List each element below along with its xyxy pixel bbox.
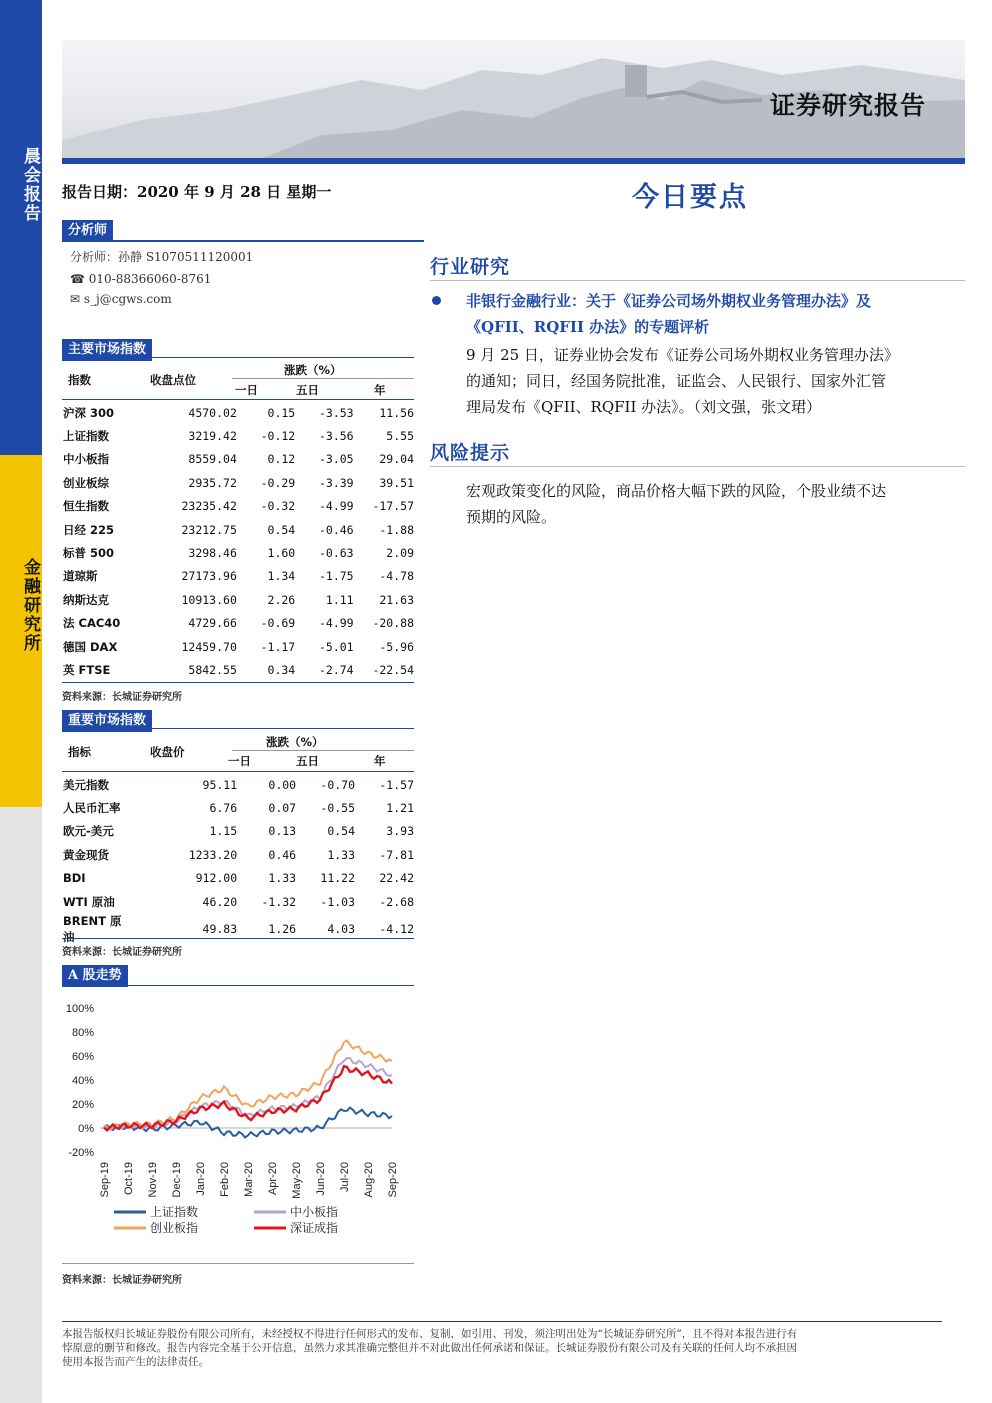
legend-label: 上证指数 (150, 1205, 199, 1219)
analyst-name: 分析师：孙静 S1070511120001 (70, 250, 254, 264)
item-body-line1: 9 月 25 日，证券业协会发布《证券公司场外期权业务管理办法》 (466, 346, 899, 364)
main-indices-row (62, 635, 414, 658)
item-title-line1[interactable]: 非银行金融行业：关于《证券公司场外期权业务管理办法》及 (466, 292, 872, 310)
key-markets-cell-d5: -0.55 (320, 801, 356, 816)
main-indices-cell-d1: 0.15 (267, 405, 296, 420)
industry-research-title: 行业研究 (430, 256, 511, 278)
main-indices-row (62, 588, 414, 611)
key-markets-row (62, 773, 414, 796)
y-tick-label: 100% (65, 1003, 94, 1015)
main-indices-change-underline (232, 378, 414, 379)
footer-line1: 本报告版权归长城证券股份有限公司所有，未经授权不得进行任何形式的发布、复制，如引用、刊发，须注明出处为“长城证券研究所”，且不得对本报告进行有 (62, 1328, 798, 1340)
main-indices-cell-yr: -17.57 (372, 499, 414, 514)
main-indices-cell-name: 法 CAC40 (63, 616, 121, 631)
key-markets-row (62, 820, 414, 843)
key-markets-cell-d5: 1.33 (327, 847, 356, 862)
footer-line2: 悖原意的删节和修改。报告内容完全基于公开信息，虽然力求其准确完整但并不对此做出任何承诺和保证。长城证券股份有限公司及有关联的任何人均不承担因 (62, 1342, 797, 1354)
x-tick-label: Apr-20 (267, 1162, 279, 1196)
main-indices-cell-name: 恒生指数 (63, 499, 109, 514)
risk-line1: 宏观政策变化的风险，商品价格大幅下跌的风险，个股业绩不达 (466, 482, 887, 500)
main-indices-cell-name: 上证指数 (63, 429, 109, 444)
main-indices-cell-yr: 2.09 (386, 546, 414, 561)
key-markets-cell-yr: 3.93 (386, 824, 414, 839)
main-indices-cell-d1: -0.12 (260, 429, 296, 444)
key-markets-cell-close: 6.76 (209, 801, 238, 816)
main-indices-cell-d5: -4.99 (318, 499, 354, 514)
key-markets-source: 资料来源：长城证券研究所 (62, 947, 182, 958)
key-markets-row (62, 867, 414, 890)
main-indices-cell-yr: 5.55 (386, 429, 414, 444)
main-indices-row (62, 541, 414, 564)
key-markets-cell-d1: -1.32 (261, 894, 297, 909)
main-indices-cell-d5: -3.39 (318, 475, 354, 490)
main-indices-cell-yr: -1.88 (379, 522, 414, 537)
main-indices-row (62, 658, 414, 681)
main-indices-cell-d1: -1.17 (260, 639, 296, 654)
main-indices-cell-close: 5842.55 (188, 662, 237, 677)
y-tick-label: 80% (71, 1027, 94, 1039)
main-indices-cell-close: 3298.46 (188, 546, 237, 561)
main-indices-row (62, 495, 414, 518)
main-indices-cell-name: 日经 225 (63, 522, 115, 537)
main-indices-cell-d5: -4.99 (318, 616, 354, 631)
key-markets-cell-d1: 1.26 (268, 922, 297, 937)
main-indices-bottom-line (62, 682, 414, 683)
main-indices-cell-yr: -20.88 (372, 616, 414, 631)
main-indices-cell-name: 沪深 300 (63, 405, 115, 420)
main-indices-cell-name: 纳斯达克 (63, 592, 109, 607)
main-indices-cell-close: 2935.72 (188, 475, 237, 490)
main-indices-cell-d5: -2.74 (318, 662, 354, 677)
key-markets-cell-close: 95.11 (202, 777, 238, 792)
main-indices-cell-close: 3219.42 (188, 429, 237, 444)
main-indices-cell-d1: 0.54 (267, 522, 296, 537)
key-markets-cell-name: WTI 原油 (63, 894, 115, 909)
main-indices-cell-d5: -5.01 (318, 639, 354, 654)
key-markets-cell-yr: 1.21 (386, 801, 414, 816)
item-title-line2[interactable]: 《QFII、RQFII 办法》的专题评析 (466, 318, 710, 336)
main-indices-cell-name: 标普 500 (63, 546, 115, 561)
main-indices-cell-yr: 29.04 (379, 452, 414, 467)
x-tick-label: Jun-20 (315, 1162, 327, 1196)
key-markets-cell-yr: -4.12 (379, 922, 414, 937)
key-markets-cell-d5: -1.03 (320, 894, 356, 909)
key-markets-cell-name: 欧元-美元 (63, 824, 114, 839)
y-tick-label: 0% (78, 1123, 94, 1135)
main-indices-row (62, 518, 414, 541)
legend-label: 中小板指 (290, 1205, 339, 1219)
analyst-email[interactable]: s_j@cgws.com (83, 292, 172, 306)
key-markets-cell-close: 912.00 (195, 871, 238, 886)
key-markets-head-line (62, 771, 414, 772)
main-indices-cell-close: 12459.70 (181, 639, 237, 654)
main-indices-cell-close: 23235.42 (181, 499, 237, 514)
risk-line2: 预期的风险。 (466, 508, 557, 526)
main-indices-cell-d1: -0.32 (260, 499, 296, 514)
series-line-4 (104, 1066, 392, 1130)
main-indices-cell-yr: 11.56 (379, 405, 414, 420)
key-markets-cell-d1: 0.13 (268, 824, 297, 839)
key-markets-cell-d5: 11.22 (320, 871, 356, 886)
x-tick-label: Nov-19 (147, 1162, 159, 1198)
key-points-title: 今日要点 (632, 182, 748, 213)
main-indices-cell-d1: -0.29 (260, 475, 296, 490)
x-tick-label: Dec-19 (171, 1162, 183, 1198)
x-tick-label: May-20 (291, 1162, 303, 1199)
main-indices-cell-d5: -0.63 (318, 546, 354, 561)
bullet-icon (432, 296, 441, 305)
analyst-section-label: 分析师 (62, 220, 113, 242)
header-divider (62, 158, 965, 164)
key-markets-cell-yr: -7.81 (379, 847, 414, 862)
key-markets-row (62, 796, 414, 819)
key-markets-col-change: 涨跌（%） (266, 735, 324, 749)
key-markets-row (62, 913, 414, 945)
main-indices-col-5d: 五日 (296, 383, 319, 397)
key-markets-cell-d1: 0.46 (268, 847, 297, 862)
legend-label: 创业板指 (150, 1221, 199, 1235)
key-markets-row (62, 890, 414, 913)
key-markets-cell-d5: 0.54 (327, 824, 356, 839)
phone-icon: ☎ (70, 272, 85, 286)
key-markets-change-underline (232, 750, 414, 751)
footer-divider (62, 1321, 942, 1322)
main-indices-col-change: 涨跌（%） (284, 363, 342, 377)
main-indices-cell-close: 4570.02 (188, 405, 237, 420)
main-indices-cell-name: 中小板指 (63, 452, 109, 467)
footer-disclaimer (62, 1327, 940, 1369)
main-indices-section-label: 主要市场指数 (62, 339, 152, 361)
main-indices-col-yr: 年 (374, 383, 386, 397)
main-indices-cell-d1: 1.34 (267, 569, 296, 584)
main-indices-cell-name: 德国 DAX (63, 639, 118, 654)
analyst-email-row (70, 292, 172, 306)
risk-line (430, 466, 965, 467)
main-indices-col-index: 指数 (68, 373, 91, 387)
main-indices-cell-yr: -22.54 (372, 662, 414, 677)
key-markets-col-yr: 年 (374, 754, 386, 768)
key-markets-cell-d1: 0.00 (268, 777, 297, 792)
key-markets-cell-name: BRENT 原油 (63, 914, 122, 945)
sidebar-label-mid: 金融研究所 (20, 557, 40, 653)
main-indices-row (62, 424, 414, 447)
a-share-section-line (62, 985, 414, 986)
main-indices-source: 资料来源：长城证券研究所 (62, 692, 182, 703)
series-line-3 (104, 1040, 392, 1129)
key-markets-section-label: 重要市场指数 (62, 710, 152, 732)
report-date: 报告日期：2020 年 9 月 28 日 星期一 (62, 183, 332, 201)
main-indices-top-line (62, 357, 414, 358)
key-markets-cell-name: 人民币汇率 (63, 801, 121, 816)
main-indices-cell-d1: 2.26 (267, 592, 296, 607)
main-indices-cell-d5: -3.53 (318, 405, 354, 420)
x-tick-label: Aug-20 (363, 1162, 375, 1198)
main-indices-row (62, 612, 414, 635)
x-tick-label: Sep-20 (387, 1162, 399, 1198)
main-indices-row (62, 401, 414, 424)
main-indices-cell-close: 27173.96 (181, 569, 237, 584)
key-markets-cell-name: 美元指数 (63, 777, 109, 792)
main-indices-cell-close: 8559.04 (188, 452, 237, 467)
main-indices-cell-name: 道琼斯 (63, 569, 98, 584)
key-markets-cell-d5: 4.03 (327, 922, 356, 937)
legend-label: 深证成指 (290, 1221, 339, 1235)
key-markets-cell-yr: 22.42 (379, 871, 414, 886)
key-markets-cell-d1: 0.07 (268, 801, 297, 816)
industry-research-line (430, 280, 965, 281)
main-indices-row (62, 471, 414, 494)
x-tick-label: Feb-20 (219, 1162, 231, 1197)
report-type-title: 证券研究报告 (769, 91, 926, 120)
main-indices-cell-close: 10913.60 (181, 592, 237, 607)
key-markets-col-close: 收盘价 (150, 745, 185, 759)
main-indices-cell-d5: -0.46 (318, 522, 354, 537)
analyst-section-line (62, 240, 424, 242)
x-tick-label: Sep-19 (99, 1162, 111, 1198)
y-tick-label: -20% (68, 1147, 94, 1159)
main-indices-cell-close: 4729.66 (188, 616, 237, 631)
x-tick-label: Mar-20 (243, 1162, 255, 1197)
main-indices-cell-yr: -4.78 (379, 569, 414, 584)
x-tick-label: Jan-20 (195, 1162, 207, 1196)
key-markets-cell-close: 1.15 (209, 824, 238, 839)
main-indices-head-line (62, 399, 414, 400)
main-indices-cell-d1: 1.60 (267, 546, 296, 561)
key-markets-cell-name: BDI (63, 871, 86, 886)
key-markets-col-index: 指标 (68, 745, 91, 759)
main-indices-cell-yr: 21.63 (379, 592, 414, 607)
main-indices-cell-d1: 0.12 (267, 452, 296, 467)
analyst-phone-row (70, 272, 211, 286)
main-indices-col-close: 收盘点位 (150, 373, 196, 387)
key-markets-cell-d1: 1.33 (268, 871, 297, 886)
key-markets-cell-yr: -1.57 (379, 777, 414, 792)
main-indices-cell-d5: -3.05 (318, 452, 354, 467)
key-markets-cell-close: 1233.20 (188, 847, 238, 862)
y-tick-label: 60% (71, 1051, 94, 1063)
main-indices-cell-yr: -5.96 (379, 639, 414, 654)
y-tick-label: 40% (71, 1075, 94, 1087)
key-markets-table (62, 773, 414, 945)
risk-title: 风险提示 (430, 442, 511, 464)
key-markets-cell-name: 黄金现货 (63, 847, 109, 862)
key-markets-row (62, 843, 414, 866)
main-indices-cell-close: 23212.75 (181, 522, 237, 537)
a-share-source: 资料来源：长城证券研究所 (62, 1275, 182, 1286)
key-markets-cell-d5: -0.70 (320, 777, 356, 792)
x-tick-label: Jul-20 (339, 1162, 351, 1192)
mail-icon: ✉ (70, 292, 81, 306)
main-indices-cell-yr: 39.51 (379, 475, 414, 490)
main-indices-col-1d: 一日 (235, 383, 258, 397)
a-share-section-label: A 股走势 (62, 965, 128, 987)
a-share-trend-chart (62, 990, 414, 1252)
item-body-line2: 的通知；同日，经国务院批准，证监会、人民银行、国家外汇管 (466, 372, 887, 390)
key-markets-bottom-line (62, 938, 414, 939)
key-markets-top-line (62, 728, 414, 729)
key-markets-col-5d: 五日 (296, 754, 319, 768)
main-indices-cell-d1: 0.34 (267, 662, 296, 677)
sidebar-band-grey (0, 807, 42, 1403)
analyst-phone: 010-88366060-8761 (88, 272, 212, 286)
main-indices-cell-d1: -0.69 (260, 616, 296, 631)
main-indices-cell-d5: -3.56 (318, 429, 354, 444)
key-markets-cell-close: 46.20 (202, 894, 238, 909)
x-tick-label: Oct-19 (123, 1162, 135, 1196)
main-indices-cell-name: 英 FTSE (63, 662, 111, 677)
key-markets-col-1d: 一日 (228, 754, 251, 768)
main-indices-cell-name: 创业板综 (63, 475, 109, 490)
main-indices-cell-d5: 1.11 (325, 592, 354, 607)
key-markets-cell-close: 49.83 (202, 922, 238, 937)
y-tick-label: 20% (71, 1099, 94, 1111)
main-indices-row (62, 565, 414, 588)
footer-line3: 使用本报告而产生的法律责任。 (62, 1356, 209, 1368)
sidebar-label-top: 晨会报告 (20, 147, 40, 223)
key-markets-cell-yr: -2.68 (379, 894, 414, 909)
item-body-line3: 理局发布《QFII、RQFII 办法》。（刘文强，张文珺） (466, 398, 822, 416)
main-indices-cell-d5: -1.75 (318, 569, 354, 584)
a-share-bottom-line (62, 1263, 414, 1264)
main-indices-table (62, 401, 414, 682)
main-indices-row (62, 448, 414, 471)
